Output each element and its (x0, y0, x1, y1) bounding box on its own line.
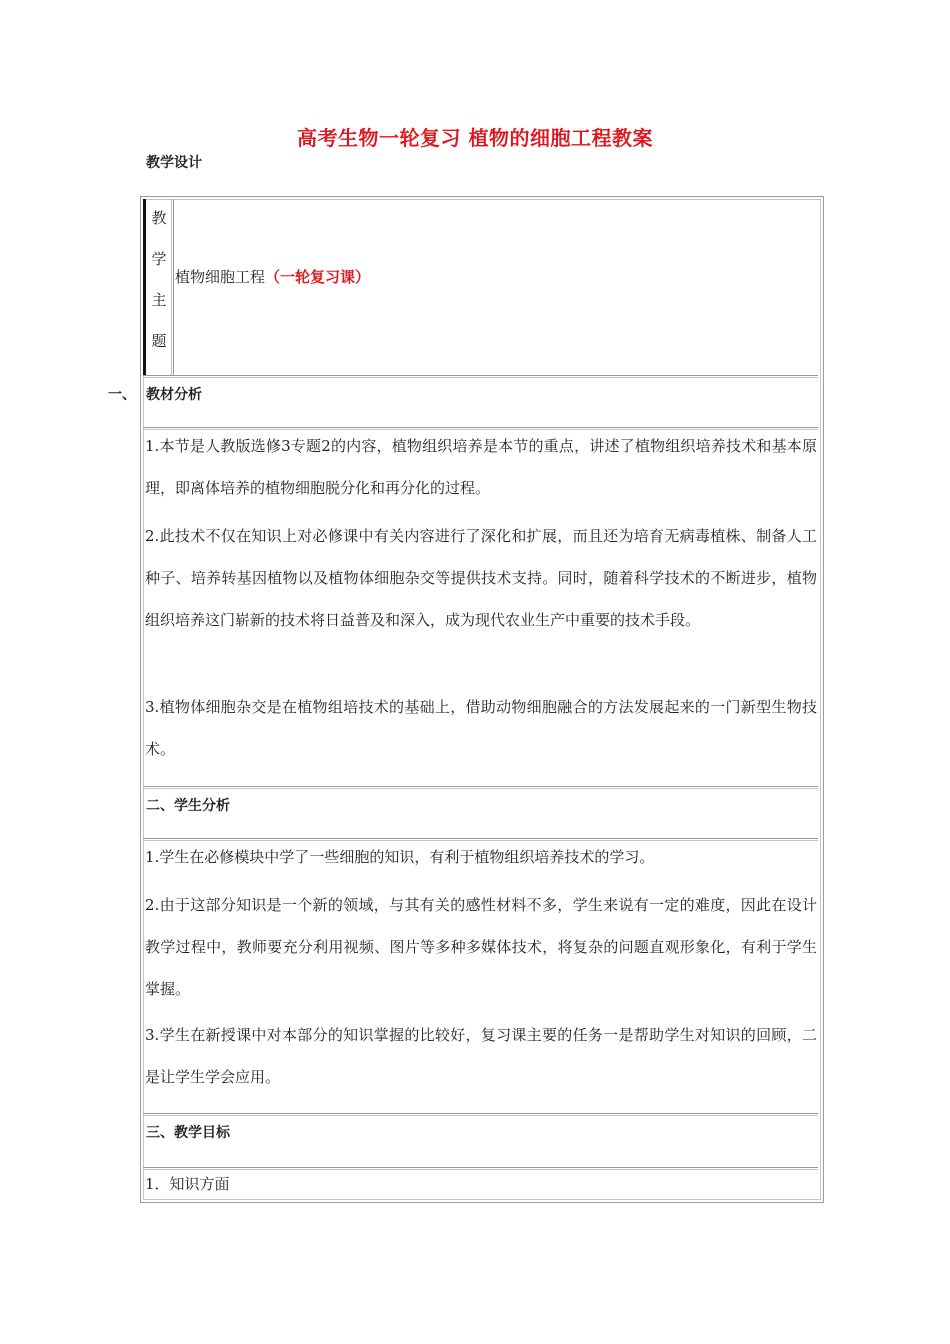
paragraph: 3.植物体细胞杂交是在植物组培技术的基础上，借助动物细胞融合的方法发展起来的一门新型生物技术。 (145, 698, 817, 758)
list-item: 1．知识方面 (145, 1175, 230, 1193)
topic-label-char: 题 (151, 332, 167, 350)
topic-label-char: 学 (151, 250, 167, 268)
row-divider (143, 1113, 818, 1116)
topic-note: （一轮复习课） (265, 268, 371, 286)
subtitle: 教学设计 (146, 155, 202, 171)
paragraph: 3.学生在新授课中对本部分的知识掌握的比较好，复习课主要的任务一是帮助学生对知识的回顾，二是让学生学会应用。 (145, 1026, 817, 1086)
row-divider (143, 786, 818, 789)
topic-label-column (143, 199, 172, 375)
topic-label-char: 教 (151, 209, 167, 227)
paragraph: 2.由于这部分知识是一个新的领域，与其有关的感性材料不多，学生来说有一定的难度，因此在设计教学过程中，教师要充分利用视频、图片等多种多媒体技术，将复杂的问题直观形象化，有利于学生掌握。 (145, 896, 817, 998)
column-divider (171, 199, 174, 375)
paragraph: 2.此技术不仅在知识上对必修课中有关内容进行了深化和扩展，而且还为培育无病毒植株、制备人工种子、培养转基因植物以及植物体细胞杂交等提供技术支持。同时，随着科学技术的不断进步，植物组织培养这门崭新的技术将日益普及和深入，成为现代农业生产中重要的技术手段。 (145, 527, 817, 629)
paragraph: 1.学生在必修模块中学了一些细胞的知识，有利于植物组织培养技术的学习。 (145, 848, 655, 866)
topic-label-char: 主 (151, 291, 167, 309)
section-heading-materials: 教材分析 (146, 387, 202, 403)
section-heading-students: 二、学生分析 (146, 798, 230, 814)
paragraph: 1.本节是人教版选修3专题2的内容，植物组织培养是本节的重点，讲述了植物组织培养技术和基本原理，即离体培养的植物细胞脱分化和再分化的过程。 (145, 437, 817, 497)
row-divider (143, 375, 818, 378)
document-title: 高考生物一轮复习 植物的细胞工程教案 (297, 126, 653, 150)
section-number: 一、 (108, 387, 136, 403)
topic-text: 植物细胞工程 (175, 268, 266, 286)
section-heading-goals: 三、教学目标 (146, 1125, 230, 1141)
topic-cell (175, 266, 370, 287)
